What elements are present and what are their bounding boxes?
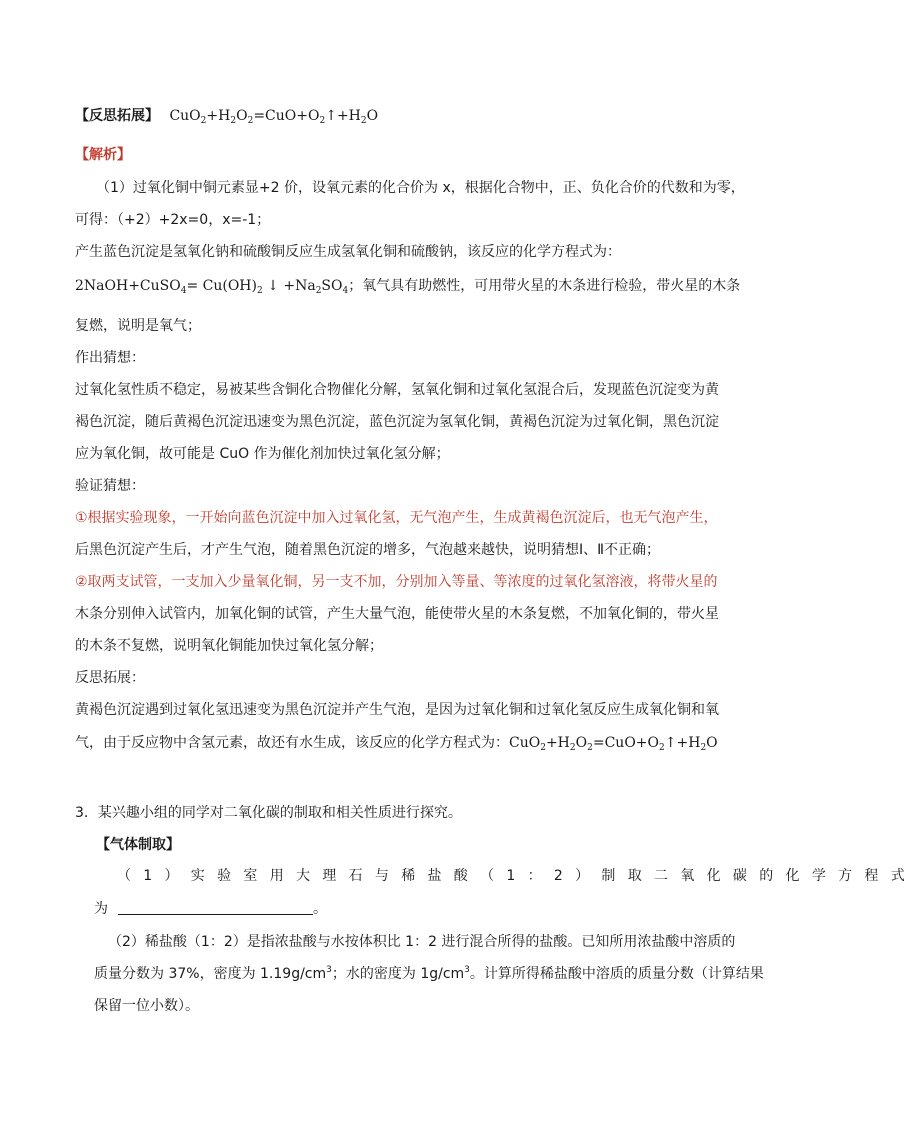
analysis-line: 过氧化氢性质不稳定，易被某些含铜化合物催化分解，氢氧化铜和过氧化氢混合后，发现蓝色沉淀变为黄 bbox=[75, 382, 719, 398]
analysis-line: 反思拓展： bbox=[75, 670, 145, 686]
analysis-line: 后黑色沉淀产生后，才产生气泡，随着黑色沉淀的增多，气泡越来越快，说明猜想Ⅰ、Ⅱ不正确； bbox=[75, 542, 661, 558]
question-3-part1: （1）实验室用大理石与稀盐酸（1：2）制取二氧化碳的化学方程式 bbox=[117, 868, 917, 884]
analysis-line-equation: 气，由于反应物中含氢元素，故还有水生成，该反应的化学方程式为：$CuO_2+H_2O_2=CuO+O_2↑+H_2O$ bbox=[75, 735, 718, 753]
analysis-line: 褐色沉淀，随后黄褐色沉淀迅速变为黑色沉淀，蓝色沉淀为氢氧化铜，黄褐色沉淀为过氧化铜，黑色沉淀 bbox=[75, 414, 719, 430]
analysis-line: 黄褐色沉淀遇到过氧化氢迅速变为黑色沉淀并产生气泡，是因为过氧化铜和过氧化氢反应生成氧化铜和氧 bbox=[75, 702, 719, 718]
question-3-title: 3．某兴趣小组的同学对二氧化碳的制取和相关性质进行探究。 bbox=[75, 805, 462, 821]
question-3-part2: （2）稀盐酸（1：2）是指浓盐酸与水按体积比 1：2 进行混合所得的盐酸。已知所用浓盐酸中溶质的 bbox=[108, 934, 736, 950]
reflect-extension-answer bbox=[75, 106, 378, 126]
analysis-line: 应为氧化铜，故可能是 CuO 作为催化剂加快过氧化氢分解； bbox=[75, 446, 450, 462]
analysis-line: 作出猜想： bbox=[75, 350, 145, 366]
analysis-line-red: ②取两支试管，一支加入少量氧化铜，另一支不加，分别加入等量、等浓度的过氧化氢溶液，将带火星的 bbox=[75, 574, 718, 590]
analysis-line: 木条分别伸入试管内，加氧化铜的试管，产生大量气泡，能使带火星的木条复燃，不加氧化铜的，带火星 bbox=[75, 606, 719, 622]
analysis-line: 的木条不复燃，说明氧化铜能加快过氧化氢分解； bbox=[75, 638, 383, 654]
answer-blank[interactable] bbox=[118, 900, 313, 915]
cuo2-h2o2-equation: $CuO_2+H_2O_2=CuO+O_2↑+H_2O$ bbox=[509, 735, 718, 753]
reflect-equation: $CuO_2+H_2O_2=CuO+O_2↑+H_2O$ bbox=[169, 108, 379, 126]
question-3-part2: 质量分数为 37%，密度为 $1.19g/cm^3$；水的密度为 $1g/cm^3$。计算所得稀盐酸中溶质的质量分数（计算结果 bbox=[94, 965, 764, 982]
analysis-line: 可得：（+2）+2x=0，x=-1； bbox=[75, 212, 271, 228]
reflect-label: 【反思拓展】 bbox=[75, 108, 159, 124]
naoh-cuso4-equation: 2NaOH+CuSO$_4$= $Cu(OH)_2$ ↓ $+Na_2SO_4$ bbox=[75, 278, 349, 296]
analysis-line: 复燃，说明是氧气； bbox=[75, 318, 201, 334]
analysis-line: （1）过氧化铜中铜元素显+2 价，设氧元素的化合价为 x，根据化合物中，正、负化合价的代数和为零， bbox=[96, 180, 745, 196]
analysis-line: 产生蓝色沉淀是氢氧化钠和硫酸铜反应生成氢氧化铜和硫酸钠，该反应的化学方程式为： bbox=[75, 244, 621, 260]
question-3-part1-answer: 为 。 bbox=[94, 901, 327, 917]
analysis-line-equation: 2NaOH+CuSO$_4$= $Cu(OH)_2$ ↓ $+Na_2SO_4$；氧气具有助燃性，可用带火星的木条进行检验，带火星的木条 bbox=[75, 278, 741, 296]
analysis-line-red: ①根据实验现象，一开始向蓝色沉淀中加入过氧化氢，无气泡产生，生成黄褐色沉淀后，也无气泡产生， bbox=[75, 510, 718, 526]
analysis-label: 【解析】 bbox=[75, 147, 131, 163]
section-gas-preparation: 【气体制取】 bbox=[96, 837, 180, 853]
analysis-line: 验证猜想： bbox=[75, 478, 145, 494]
question-3-part2: 保留一位小数）。 bbox=[94, 998, 199, 1014]
